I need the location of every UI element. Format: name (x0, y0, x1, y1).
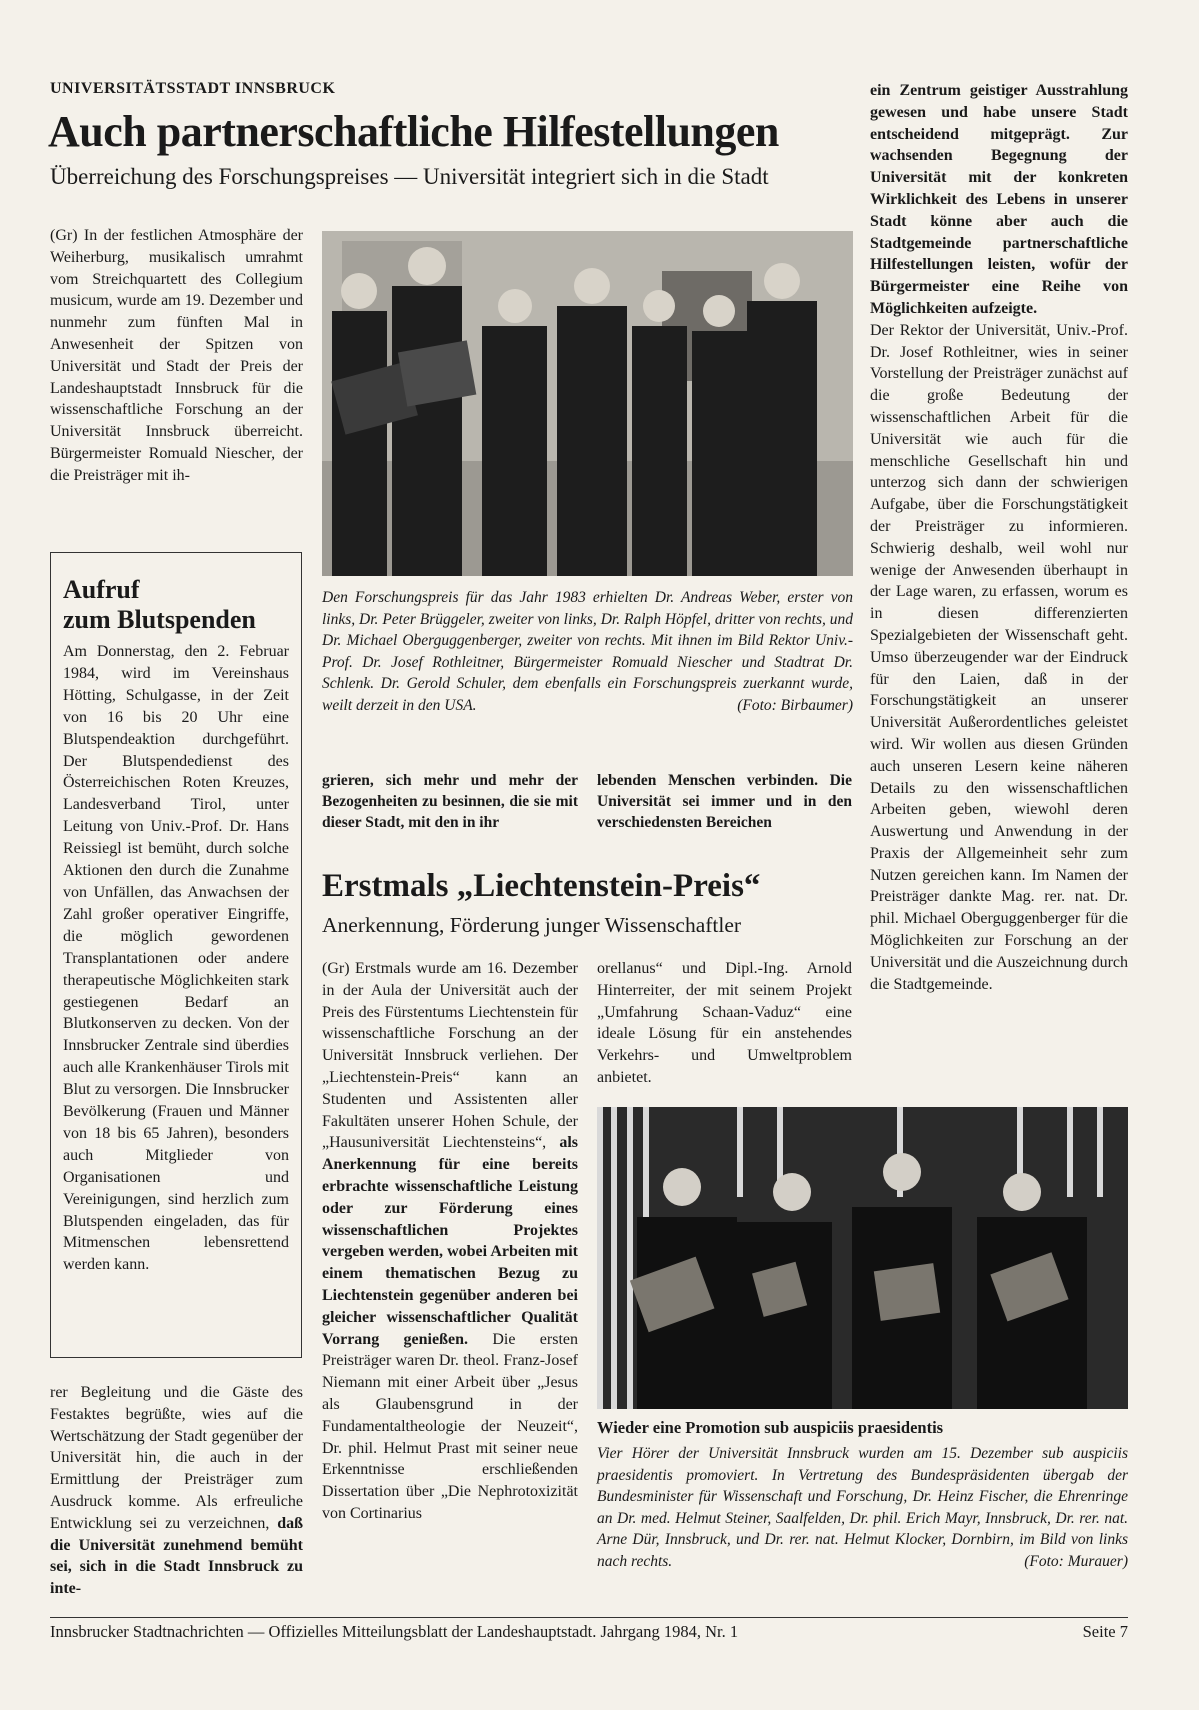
article2-headline: Erstmals „Liechtenstein-Preis“ (322, 868, 761, 904)
photo2-caption-text: Vier Hörer der Universität Innsbruck wurden am 15. Dezember sub auspiciis praesidentis promoviert. In Vertretung des Bundespräsidenten übergab der Bundesminister für Wissenschaft und Forschung, Dr. Heinz Fischer, die Ehrenringe an Dr. med. Helmut Steiner, Saalfelden, Dr. phil. Erich Mayr, Innsbruck, Dr. rer. nat. Arne Dür, Innsbruck, und Dr. rer. nat. Helmut Klocker, Dornbirn, im Bild von links nach rechts. (597, 1445, 1128, 1570)
box-text: Am Donnerstag, den 2. Februar 1984, wird im Vereinshaus Hötting, Schulgasse, in der Zeit von 16 bis 20 Uhr eine Blutspendeaktion durchgeführt. Der Blutspendedienst des Österreichischen Roten Kreuzes, Landesverband Tirol, unter Leitung von Univ.-Prof. Dr. Hans Reissiegl ist bemüht, durch solche Aktionen den durch die Zunahme von Unfällen, das Anwachsen der Zahl großer operativer Eingriffe, die möglich gewordenen Transplantationen oder andere therapeutische Möglichkeiten stark gestiegenen Bedarf an Blutkonserven zu decken. Von der Innsbrucker Zentrale sind überdies auch alle Krankenhäuser Tirols mit Blut zu versorgen. Die Innsbrucker Bevölkerung (Frauen und Männer von 18 bis 65 Jahren), besonders auch Mitglieder von Organisationen und Vereinigungen, sind herzlich zum Blutspenden eingeladen, das für Mitmenschen lebensrettend werden kann. (63, 643, 289, 1274)
promotion-photo (597, 1107, 1128, 1409)
award-group-photo (322, 231, 853, 576)
photo1-caption (322, 587, 853, 716)
article2-colB-text: orellanus“ und Dipl.-Ing. Arnold Hinterreiter, der mit seinem Projekt „Umfahrung Schaan-Vaduz“ eine ideale Lösung für ein anstehendes Verkehrs- und Umweltproblem anbietet. (597, 960, 852, 1086)
article1-col3-bold: ein Zentrum geistiger Ausstrahlung gewesen und habe unsere Stadt entscheidend mitgeprägt. Zur wachsenden Begegnung der Universität mit der konkreten Wirklichkeit des Lebens in unserer Stadt könne aber auch die Stadtgemeinde partnerschaftliche Hilfestellungen leisten, wofür der Bürgermeister eine Reihe von Möglichkeiten aufzeigte. (870, 82, 1128, 317)
article-kicker: UNIVERSITÄTSSTADT INNSBRUCK (50, 80, 336, 97)
photo2-placeholder (597, 1107, 1128, 1409)
article1-paragraph: (Gr) In der festlichen Atmosphäre der Weiherburg, musikalisch umrahmt vom Streichquartett des Collegium musicum, wurde am 19. Dezember und nunmehr zum fünften Mal in Anwesenheit der Spitzen von Universität und Stadt der Preis der Landeshauptstadt Innsbruck für die wissenschaftliche Forschung an der Universität Innsbruck überreicht. Bürgermeister Romuald Niescher, der die Preisträger mit ih- (50, 227, 303, 484)
article2-columnB (597, 958, 852, 1089)
article-headline: Auch partnerschaftliche Hilfestellungen (48, 107, 779, 156)
article2-columnA (322, 958, 578, 1525)
article2-text1: (Gr) Erstmals wurde am 16. Dezember in der Aula der Universität auch der Preis des Fürstentums Liechtenstein für wissenschaftliche Forschung an der Universität Innsbruck verliehen. Der „Liechtenstein-Preis“ kann an Studenten und Assistenten aller Fakultäten unserer Hohen Schule, der „Hausuniversität Liechtensteins“, (322, 960, 578, 1152)
photo2-title: Wieder eine Promotion sub auspiciis praesidentis (597, 1418, 944, 1437)
article2-text2: Die ersten Preisträger waren Dr. theol. Franz-Josef Niemann mit einer Arbeit über „Jesus als Glaubensgrund in der Fundamentaltheologie der Neuzeit“, Dr. phil. Helmut Prast mit seiner neue Erkenntnisse erschließenden Dissertation über „Die Nephrotoxizität von Cortinarius (322, 1330, 578, 1522)
blood-donation-box (50, 552, 302, 1358)
article1-bold-text: daß die Universität zunehmend bemüht sei, sich in die Stadt Innsbruck zu inte- (50, 1514, 304, 1598)
article1-column1 (50, 225, 303, 487)
article-subhead: Überreichung des Forschungspreises — Universität integriert sich in die Stadt (50, 164, 769, 189)
article2-bold: als Anerkennung für eine bereits erbrachte wissenschaftliche Leistung oder zur Förderung eines wissenschaftlichen Projektes vergeben werden, wobei Arbeiten mit einem thematischen Bezug zu Liechtenstein gegenüber anderen bei gleicher wissenschaftlicher Qualität Vorrang genießen. (322, 1134, 578, 1348)
box-title-line1: Aufruf (63, 575, 140, 604)
article2-colA-text (322, 958, 578, 1525)
photo2-caption (597, 1443, 1128, 1572)
photo-placeholder (322, 231, 853, 576)
page-footer (50, 1622, 1128, 1642)
footer-rule (50, 1617, 1128, 1618)
photo1-caption-text: Den Forschungspreis für das Jahr 1983 erhielten Dr. Andreas Weber, erster von links, Dr. Peter Brüggeler, zweiter von links, Dr. Ralph Höpfel, dritter von rechts, und Dr. Michael Oberguggenberger, zweiter von rechts. Mit ihnen im Bild Rektor Univ.-Prof. Dr. Josef Rothleitner, Bürgermeister Romuald Niescher und Stadtrat Dr. Schlenk. Dr. Gerold Schuler, dem ebenfalls ein Forschungspreis zuerkannt wurde, weilt derzeit in den USA. (322, 589, 853, 714)
photo2-credit: (Foto: Murauer) (1024, 1552, 1128, 1570)
article1-column1-continued (50, 1382, 303, 1600)
article1-text: rer Begleitung und die Gäste des Festaktes begrüßte, wies auf die Wertschätzung der Stadt gegenüber der Universität hin, die auch in der Ermittlung der Preisträger zum Ausdruck komme. Als erfreuliche Entwicklung sei zu verzeichnen, (50, 1384, 303, 1532)
photo1-credit: (Foto: Birbaumer) (737, 696, 853, 714)
article1-column3 (870, 80, 1128, 995)
box-title (63, 575, 289, 635)
article1-column2a: grieren, sich mehr und mehr der Bezogenheiten zu besinnen, die sie mit dieser Stadt, mit den in ihr (322, 772, 578, 831)
article1-column2b: lebenden Menschen verbinden. Die Universität sei immer und in den verschiedensten Bereichen (597, 772, 852, 831)
article2-subhead: Anerkennung, Förderung junger Wissenschaftler (322, 913, 742, 937)
article1-paragraph-continued (50, 1382, 303, 1600)
footer-text: Innsbrucker Stadtnachrichten — Offizielles Mitteilungsblatt der Landeshauptstadt. Jahrgang 1984, Nr. 1 (50, 1622, 739, 1641)
page-number: Seite 7 (1082, 1622, 1128, 1641)
article1-col3-text: Der Rektor der Universität, Univ.-Prof. Dr. Josef Rothleitner, wies in seiner Vorstellung der Preisträger zunächst auf die große Bedeutung der wissenschaftlichen Arbeit für die Universität wie auch für die menschliche Gesellschaft hin und unterzog sich dann der schwierigen Aufgabe, über die Forschungstätigkeit der Preisträger zu informieren. Schwierig deshalb, weil wohl nur wenige der Anwesenden überhaupt in der Lage waren, zu erfassen, worum es in diesen differenzierten Spezialgebieten der Wissenschaft geht. Umso überzeugender war der Eindruck für den Laien, daß in der Forschungstätigkeit an unserer Universität Außerordentliches geleistet wird. Wir wollen aus diesen Gründen auch unseren Lesern keine näheren Details zu den wissenschaftlichen Arbeiten geben, wiewohl deren Auswertung und Anwendung in der Praxis der Allgemeinheit sehr zum Nutzen gereichen kann. Im Namen der Preisträger dankte Mag. rer. nat. Dr. phil. Michael Oberguggenberger für die Möglichkeiten zur Forschung an der Universität und die Auszeichnung durch die Stadtgemeinde. (870, 321, 1128, 993)
box-title-line2: zum Blutspenden (63, 605, 256, 634)
